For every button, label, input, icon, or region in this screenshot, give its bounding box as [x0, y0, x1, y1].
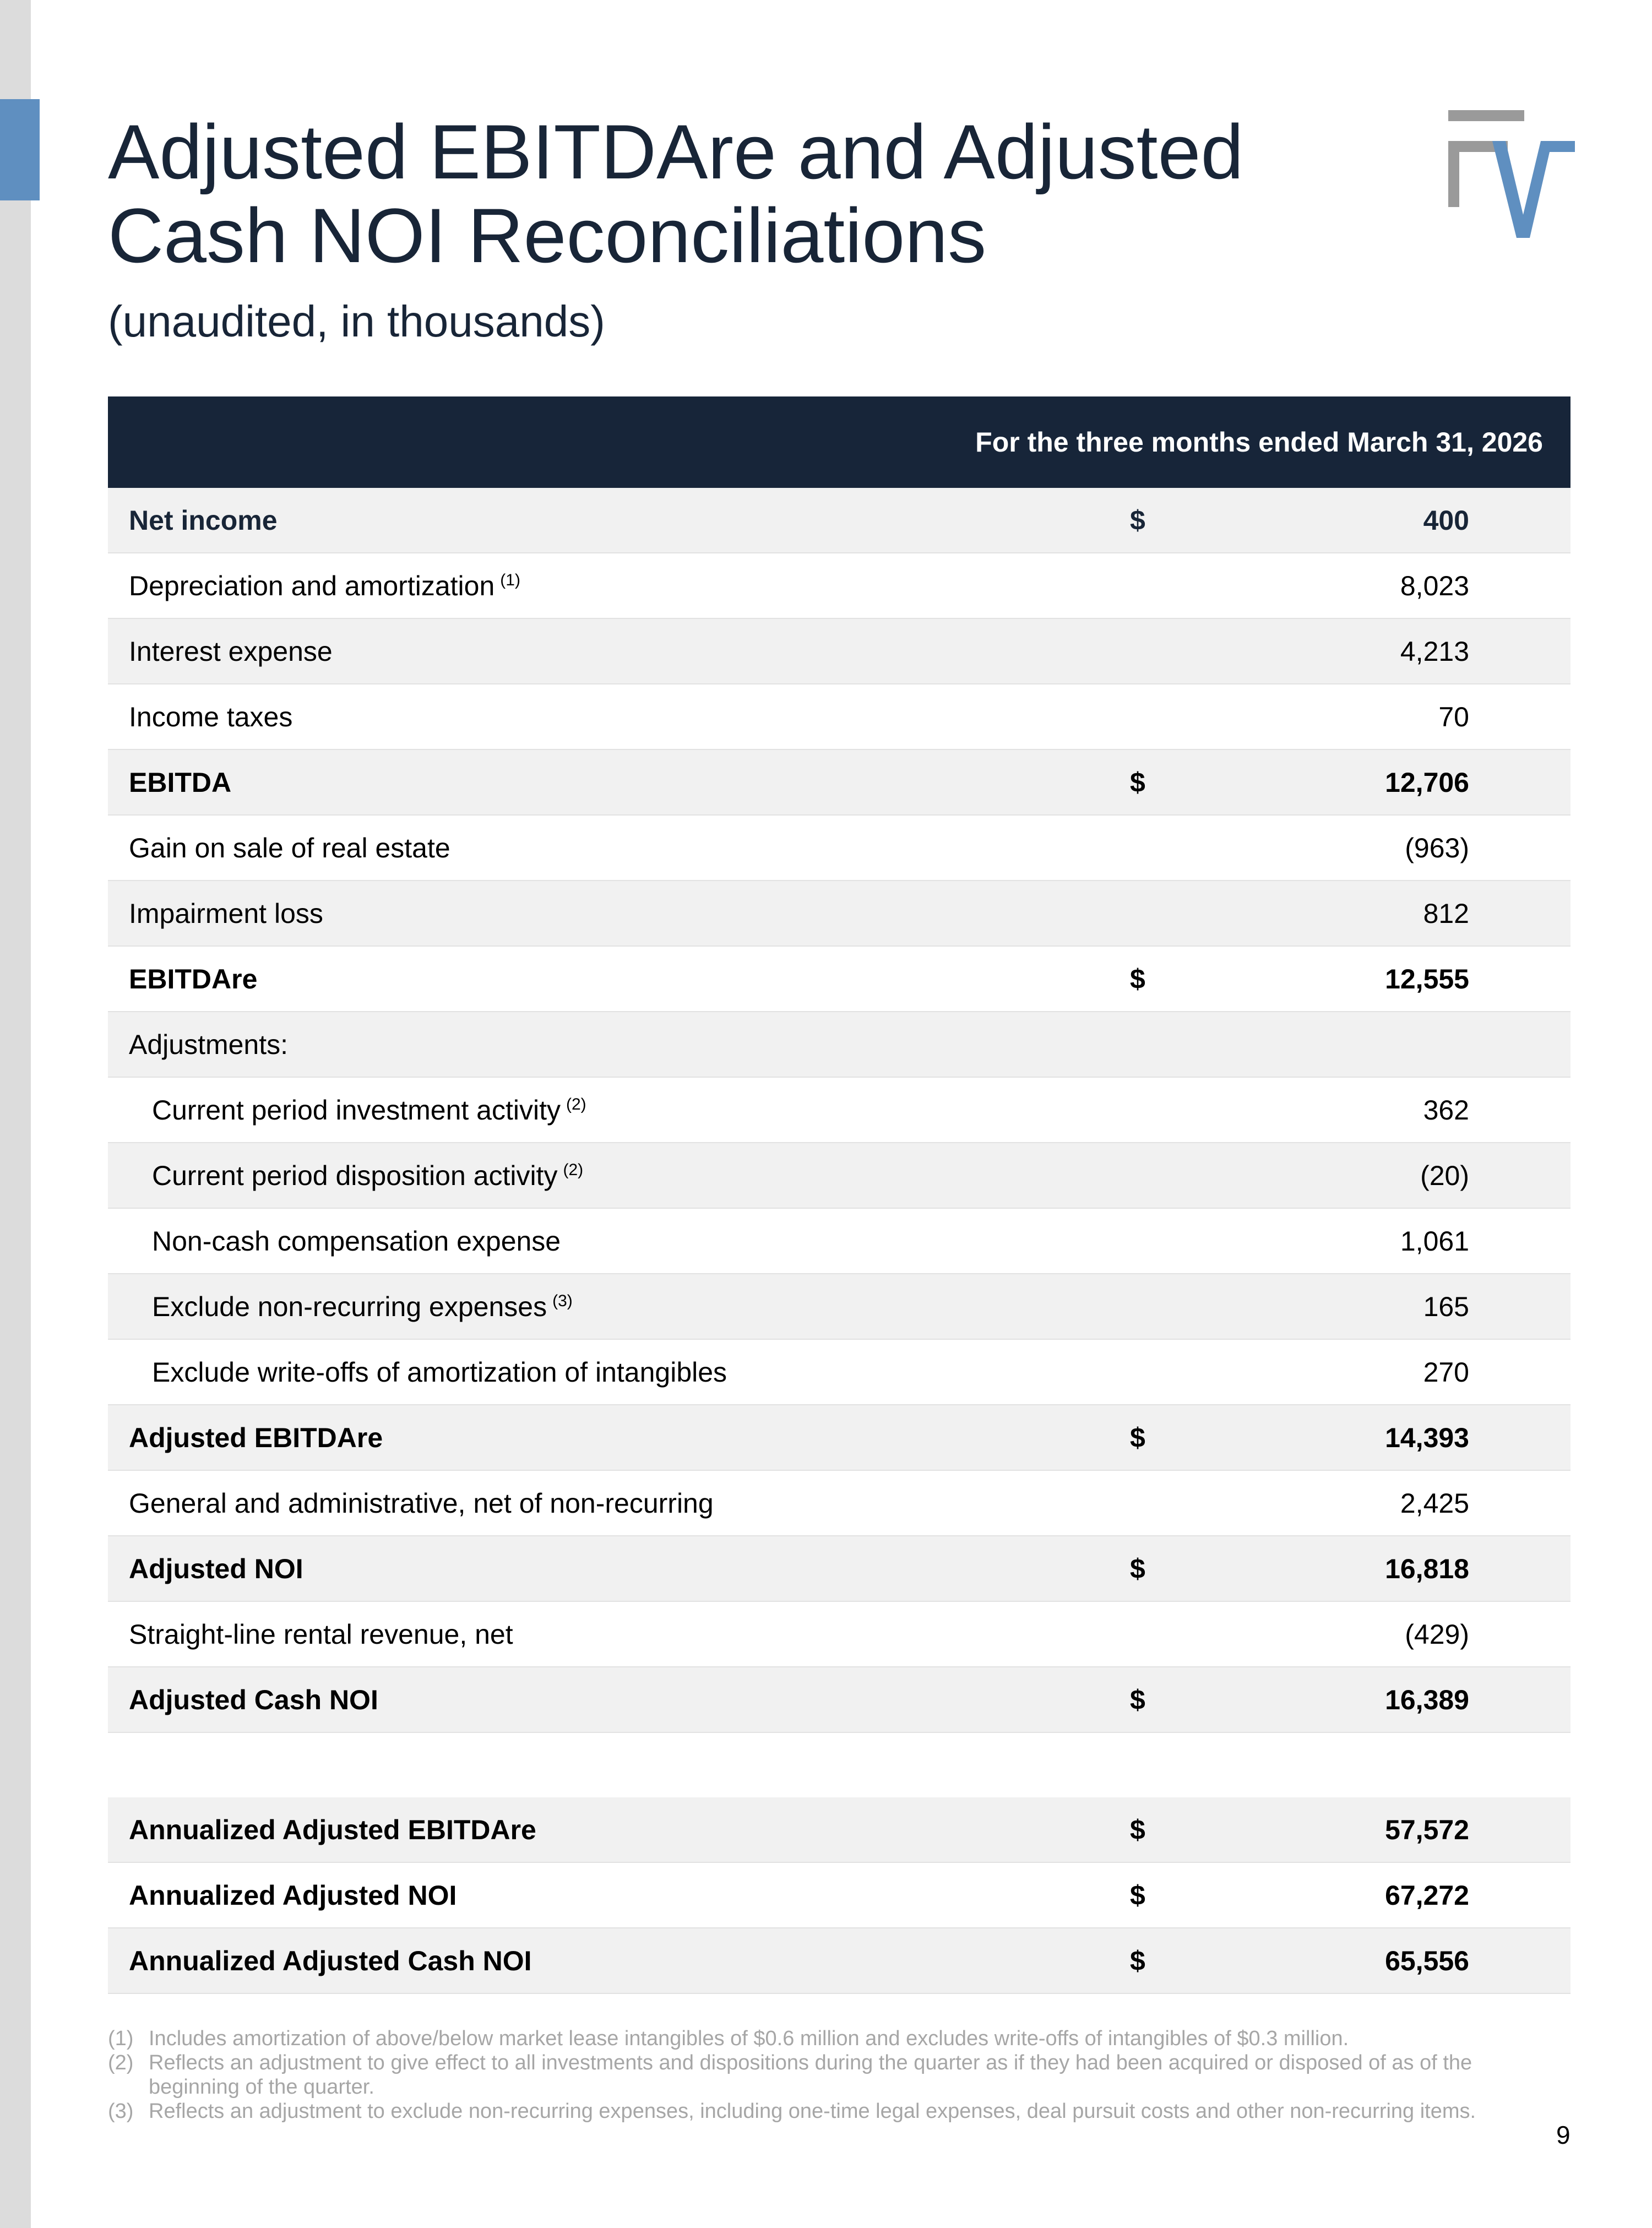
- table-row: [108, 1209, 1571, 1274]
- row-label-text: Adjusted NOI: [129, 1553, 303, 1584]
- row-value: 812: [1423, 898, 1469, 929]
- row-value: 165: [1423, 1291, 1469, 1322]
- table-row: [108, 1928, 1571, 1994]
- row-label-text: Impairment loss: [129, 898, 323, 929]
- table-row: [108, 750, 1571, 816]
- table-row: [108, 947, 1571, 1012]
- row-label: [129, 1928, 532, 1994]
- currency-symbol: $: [1130, 964, 1145, 995]
- footnote-text: Reflects an adjustment to exclude non-recurring expenses, including one-time legal expenses, deal pursuit costs and other non-recurring items.: [149, 2100, 1476, 2123]
- row-label-text: Non-cash compensation expense: [152, 1226, 561, 1257]
- row-label-text: Current period investment activity: [152, 1095, 561, 1126]
- table-row: [108, 684, 1571, 750]
- row-label: [129, 1471, 714, 1536]
- table-row: [108, 1602, 1571, 1667]
- row-label-text: Adjusted EBITDAre: [129, 1422, 383, 1453]
- row-value: (429): [1405, 1619, 1469, 1650]
- row-label-text: Net income: [129, 505, 278, 536]
- table-row: [108, 816, 1571, 881]
- row-value: 1,061: [1400, 1226, 1469, 1257]
- table-row: [108, 1667, 1571, 1733]
- row-label: [129, 1667, 378, 1733]
- row-value: 57,572: [1385, 1814, 1469, 1845]
- row-label-text: Gain on sale of real estate: [129, 833, 450, 863]
- row-label-text: Exclude write-offs of amortization of intangibles: [152, 1357, 727, 1388]
- footnote-reference: (3): [552, 1292, 573, 1310]
- row-label-text: Adjustments:: [129, 1029, 289, 1060]
- footnote-reference: (1): [500, 571, 520, 589]
- footnote-reference: (2): [566, 1095, 586, 1113]
- row-label: [152, 1143, 583, 1209]
- currency-symbol: $: [1130, 505, 1145, 536]
- table-row: [108, 1536, 1571, 1602]
- footnote-reference: (2): [563, 1161, 584, 1179]
- row-label: [129, 816, 450, 881]
- page-number: 9: [1556, 2121, 1571, 2149]
- row-label: [129, 1405, 383, 1471]
- table-row: [108, 1797, 1571, 1863]
- row-label: [129, 1863, 457, 1928]
- row-value: 270: [1423, 1357, 1469, 1388]
- row-label-text: Adjusted Cash NOI: [129, 1684, 378, 1715]
- footnote-text: Reflects an adjustment to give effect to all investments and dispositions during the quarter as if they had been acquired or disposed of as of the beginning of the quarter.: [149, 2051, 1472, 2099]
- footnote-number: (2): [108, 2051, 134, 2074]
- row-label-text: Annualized Adjusted EBITDAre: [129, 1814, 536, 1845]
- footnote-item: [108, 2051, 1496, 2099]
- column-header: For the three months ended March 31, 2026: [975, 427, 1543, 458]
- currency-symbol: $: [1130, 1880, 1145, 1911]
- row-label: [129, 553, 520, 619]
- footnote-number: (3): [108, 2100, 134, 2123]
- row-value: 4,213: [1400, 636, 1469, 667]
- table-row: [108, 619, 1571, 684]
- table-row: [108, 1274, 1571, 1340]
- row-value: 362: [1423, 1095, 1469, 1126]
- left-margin-bar: [0, 0, 31, 2228]
- table-row: [108, 1471, 1571, 1536]
- row-label-text: Annualized Adjusted NOI: [129, 1880, 457, 1911]
- row-value: 12,555: [1385, 964, 1469, 995]
- row-value: 65,556: [1385, 1946, 1469, 1976]
- table-row: [108, 1863, 1571, 1928]
- row-label: [129, 947, 257, 1012]
- row-value: 2,425: [1400, 1488, 1469, 1519]
- row-value: 16,818: [1385, 1553, 1469, 1584]
- footnote-item: [108, 2026, 1496, 2051]
- row-label: [129, 1536, 303, 1602]
- row-label: [152, 1340, 727, 1405]
- page-title-line-2: Cash NOI Reconciliations: [108, 192, 987, 279]
- table-body: [108, 488, 1571, 1733]
- currency-symbol: $: [1130, 1814, 1145, 1845]
- currency-symbol: $: [1130, 767, 1145, 798]
- row-label: [152, 1078, 586, 1143]
- fv-logo-icon: [1448, 110, 1575, 238]
- footnote-text: Includes amortization of above/below market lease intangibles of $0.6 million and excludes write-offs of intangibles of $0.3 million.: [149, 2027, 1349, 2050]
- table-spacer: [108, 1733, 1571, 1797]
- reconciliation-table: [108, 396, 1571, 1994]
- page-title: [108, 110, 1374, 278]
- currency-symbol: $: [1130, 1553, 1145, 1584]
- table-row: [108, 488, 1571, 553]
- left-accent-bar: [0, 99, 40, 200]
- row-value: (963): [1405, 833, 1469, 863]
- row-label: [129, 1797, 536, 1863]
- currency-symbol: $: [1130, 1684, 1145, 1715]
- table-row: [108, 1078, 1571, 1143]
- row-label: [129, 1602, 513, 1667]
- row-label-text: Depreciation and amortization: [129, 570, 495, 601]
- table-row: [108, 553, 1571, 619]
- row-label-text: Interest expense: [129, 636, 333, 667]
- page-subtitle: (unaudited, in thousands): [108, 297, 605, 346]
- row-label: [129, 488, 278, 553]
- row-label: [129, 619, 333, 684]
- row-label: [129, 750, 231, 816]
- row-label: [129, 1012, 288, 1078]
- footnote-number: (1): [108, 2027, 134, 2050]
- currency-symbol: $: [1130, 1946, 1145, 1976]
- row-value: 400: [1423, 505, 1469, 536]
- footnote-item: [108, 2099, 1496, 2123]
- row-value: 67,272: [1385, 1880, 1469, 1911]
- row-label-text: EBITDAre: [129, 964, 258, 995]
- row-value: 8,023: [1400, 570, 1469, 601]
- row-label: [129, 684, 292, 750]
- row-value: 16,389: [1385, 1684, 1469, 1715]
- table-row: [108, 1143, 1571, 1209]
- currency-symbol: $: [1130, 1422, 1145, 1453]
- table-row: [108, 1340, 1571, 1405]
- row-value: 14,393: [1385, 1422, 1469, 1453]
- row-value: (20): [1420, 1160, 1469, 1191]
- table-header: [108, 396, 1571, 488]
- row-value: 70: [1438, 702, 1469, 732]
- row-label-text: Annualized Adjusted Cash NOI: [129, 1946, 532, 1976]
- row-value: 12,706: [1385, 767, 1469, 798]
- page-title-line-1: Adjusted EBITDAre and Adjusted: [108, 108, 1244, 195]
- footnotes: [108, 2026, 1496, 2123]
- table-row: [108, 881, 1571, 947]
- row-label-text: Exclude non-recurring expenses: [152, 1291, 547, 1322]
- row-label-text: General and administrative, net of non-recurring: [129, 1488, 714, 1519]
- table-row: [108, 1012, 1571, 1078]
- annualized-table-body: [108, 1797, 1571, 1994]
- row-label-text: EBITDA: [129, 767, 232, 798]
- row-label: [129, 881, 323, 947]
- row-label-text: Straight-line rental revenue, net: [129, 1619, 513, 1650]
- row-label-text: Current period disposition activity: [152, 1160, 558, 1191]
- row-label: [152, 1274, 573, 1340]
- table-row: [108, 1405, 1571, 1471]
- row-label: [152, 1209, 561, 1274]
- row-label-text: Income taxes: [129, 702, 293, 732]
